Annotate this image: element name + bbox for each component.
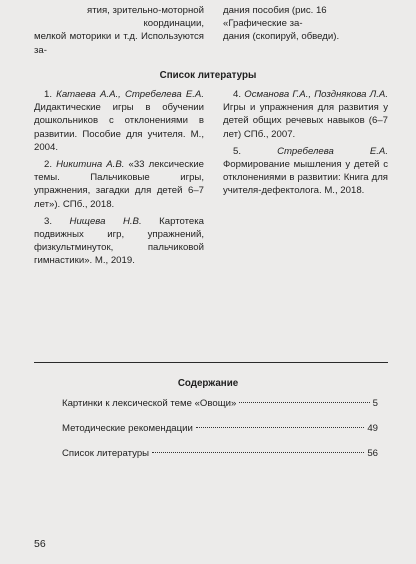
toc-entry-page: 49 [367,423,378,434]
toc-entry[interactable] [62,423,378,436]
top-right-text [223,4,388,44]
reference-item [34,88,204,154]
reference-item [34,215,204,268]
reference-item [34,158,204,211]
toc-entry-label: Методические рекомендации [62,423,193,434]
reference-number: 1. [44,89,53,100]
text-line: ятия, зрительно-моторной координации, [87,5,204,30]
table-of-contents [62,398,378,473]
text-line: мелкой моторики и т.д. Используются за- [34,31,204,56]
reference-authors: Никитина А.В. [56,159,125,171]
text-line: дания (скопируй, обведи). [223,31,340,43]
reference-number: 5. [233,145,242,157]
text-line: дания пособия (рис. 16 «Графические за- [223,5,327,30]
toc-leader-dots [239,402,369,403]
reference-text: Формирование мышления у детей с отклонениями в развитии: Книга для учителя-дефектолога. М., 2018. [223,159,388,197]
reference-number: 4. [233,89,242,100]
toc-leader-dots [152,452,364,453]
toc-entry-label: Список литературы [62,448,150,459]
reference-authors: Катаева А.А., Стребелева Е.А. [56,89,204,100]
literature-right-column [223,88,388,202]
reference-text: Дидактические игры в обучении дошкольников с отклонениями в развитии. Пособие для учителя. М., 2004. [34,102,204,153]
literature-left-column [34,88,204,272]
reference-item [223,88,388,141]
reference-text: Игры и упражнения для развития у детей общих речевых навыков (6–7 лет) СПб., 2007. [223,102,388,140]
reference-item [223,145,388,198]
top-left-text [34,4,204,57]
toc-leader-dots [196,427,364,428]
toc-entry[interactable] [62,398,378,411]
reference-authors: Стребелева Е.А. [277,145,388,157]
toc-entry-page: 5 [372,398,378,409]
reference-authors: Османова Г.А., Позднякова Л.А. [244,89,388,100]
contents-heading: Содержание [177,378,239,389]
section-divider [34,362,388,363]
reference-number: 2. [44,159,53,171]
reference-text: Картотека подвижных игр, упражнений, физкультминуток, пальчиковой гимнастики». М., 2019. [34,215,204,267]
reference-text: «33 лексические темы. Пальчиковые игры, упражнения, загадки для детей 6–7 лет»). СПб., 2018. [34,159,205,210]
toc-entry-label: Картинки к лексической теме «Овощи» [62,398,237,409]
literature-heading: Список литературы [159,70,257,81]
toc-entry-page: 56 [367,448,378,459]
reference-authors: Нищева Н.В. [69,215,142,227]
toc-entry[interactable] [62,448,378,461]
reference-number: 3. [44,215,53,227]
page-number: 56 [34,538,46,550]
